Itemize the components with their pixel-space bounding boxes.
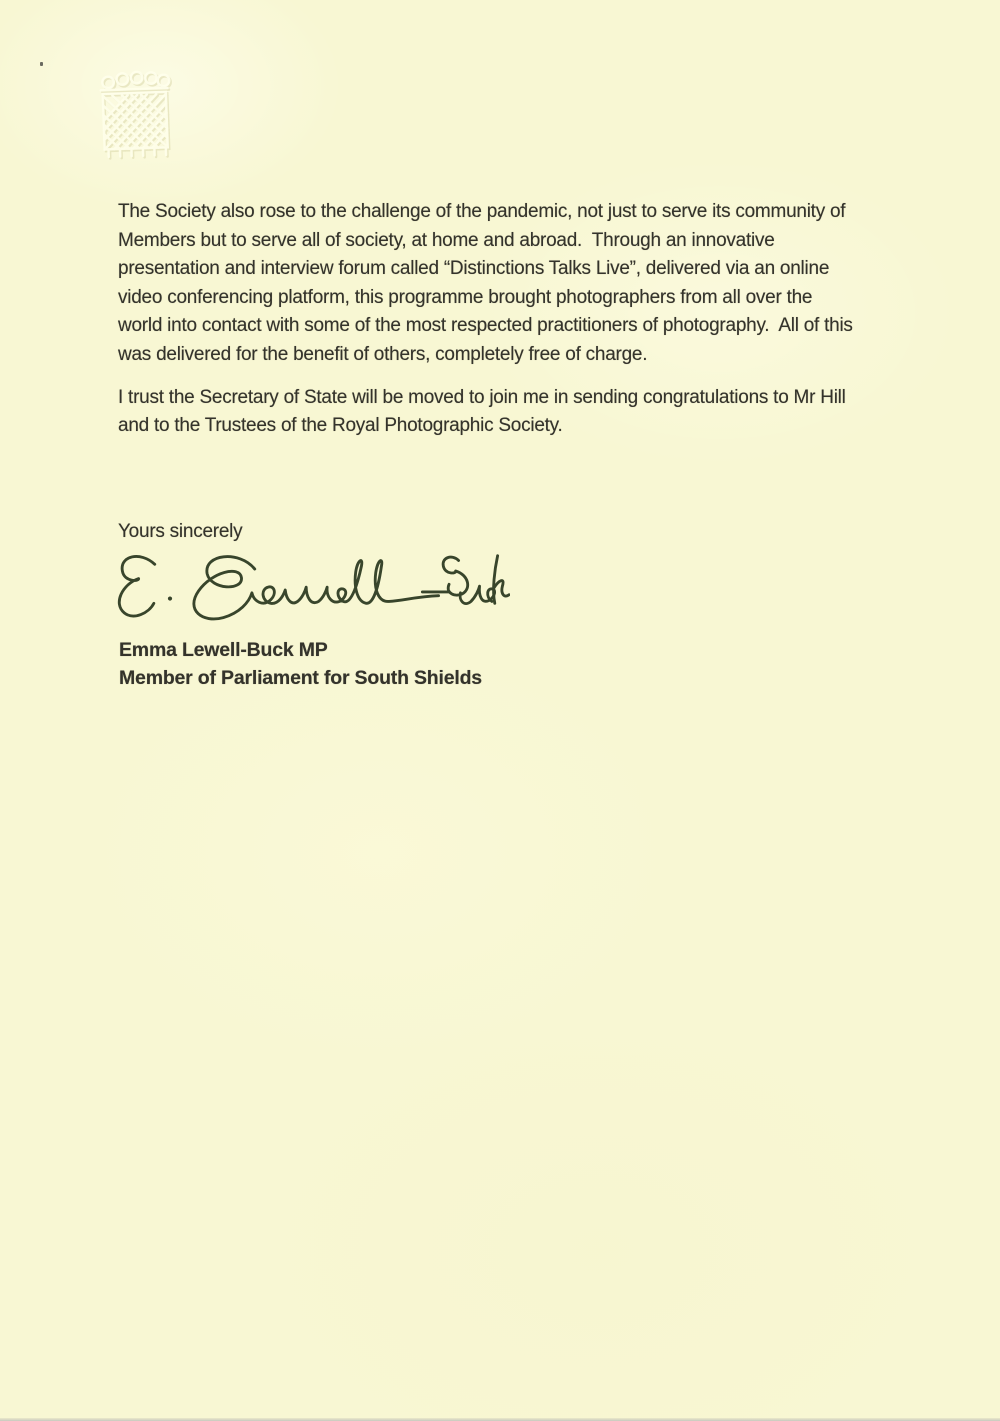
signer-block bbox=[119, 636, 482, 692]
text-line: was delivered for the benefit of others, completely free of charge. bbox=[118, 343, 648, 365]
text-line: The Society also rose to the challenge of the pandemic, not just to serve its community of bbox=[118, 201, 846, 222]
text-line: Members but to serve all of society, at home and abroad. Through an innovative bbox=[118, 229, 775, 251]
text-line: and to the Trustees of the Royal Photographic Society. bbox=[118, 415, 563, 437]
text-line: video conferencing platform, this programme brought photographers from all over the bbox=[118, 286, 813, 308]
letter-paragraphs bbox=[118, 198, 853, 455]
text-line: world into contact with some of the most respected practitioners of photography. All of this bbox=[118, 315, 853, 337]
text-line: presentation and interview forum called “Distinctions Talks Live”, delivered via an online bbox=[118, 258, 830, 280]
text-line: I trust the Secretary of State will be moved to join me in sending congratulations to Mr Hill bbox=[118, 386, 846, 408]
signer-name: Emma Lewell-Buck MP bbox=[119, 639, 328, 661]
scan-speck bbox=[40, 62, 43, 66]
paragraph bbox=[118, 384, 853, 441]
portcullis-emboss-icon bbox=[90, 65, 179, 164]
paragraph bbox=[118, 198, 853, 370]
signer-title: Member of Parliament for South Shields bbox=[119, 667, 482, 689]
signature-image bbox=[110, 546, 510, 634]
valediction: Yours sincerely bbox=[118, 521, 243, 542]
